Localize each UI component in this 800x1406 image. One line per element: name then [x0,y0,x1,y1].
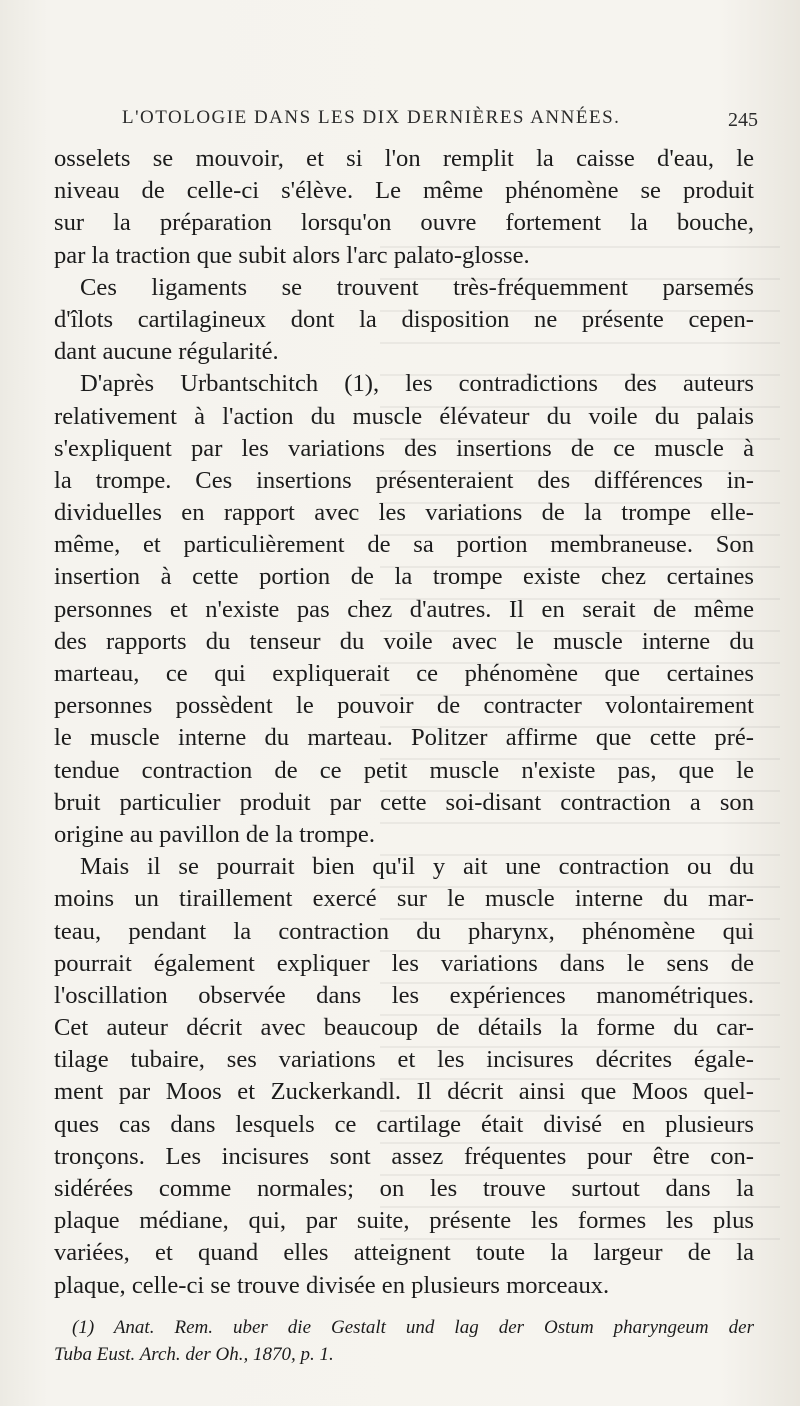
text-line: l'oscillation observée dans les expériences manométriques. [54,981,754,1009]
text-line: moins un tiraillement exercé sur le muscle interne du mar- [54,885,754,913]
text-line: dant aucune régularité. [54,338,279,366]
text-line: teau, pendant la contraction du pharynx, phénomène qui [54,917,754,945]
text-line: s'expliquent par les variations des insertions de ce muscle à [54,434,754,462]
text-line: marteau, ce qui expliquerait ce phénomène que certaines [54,660,754,687]
text-line: bruit particulier produit par cette soi-disant contraction a son [54,788,754,816]
text-line: dividuelles en rapport avec les variations de la trompe elle- [54,499,754,527]
text-line: origine au pavillon de la trompe. [54,820,375,848]
text-line: par la traction que subit alors l'arc palato-glosse. [54,241,530,269]
text-line: même, et particulièrement de sa portion membraneuse. Son [54,531,754,559]
text-line: osselets se mouvoir, et si l'on remplit la caisse d'eau, le [54,145,754,172]
text-line: relativement à l'action du muscle élévateur du voile du palais [54,402,754,430]
text-line: niveau de celle-ci s'élève. Le même phénomène se produit [54,177,754,205]
running-head [122,103,762,135]
text-line: insertion à cette portion de la trompe existe chez certaines [54,563,754,591]
text-line: le muscle interne du marteau. Politzer affirme que cette pré- [54,724,754,752]
text-line: la trompe. Ces insertions présenteraient des différences in- [54,466,754,494]
text-line: pourrait également expliquer les variations dans le sens de [54,949,754,977]
text-line: sidérées comme normales; on les trouve surtout dans la [54,1175,754,1202]
text-line: ques cas dans lesquels ce cartilage était divisé en plusieurs [54,1110,754,1138]
body-text [54,143,754,1302]
footnote [54,1314,754,1368]
text-line: tilage tubaire, ses variations et les incisures décrites égale- [54,1046,754,1074]
footnote-line: Tuba Eust. Arch. der Oh., 1870, p. 1. [54,1344,334,1365]
text-line: personnes possèdent le pouvoir de contracter volontairement [54,692,754,720]
text-line: des rapports du tenseur du voile avec le muscle interne du [54,627,754,655]
text-line: D'après Urbantschitch (1), les contradictions des auteurs [80,370,754,398]
text-line: Ces ligaments se trouvent très-fréquemment parsemés [80,273,754,301]
text-line: ment par Moos et Zuckerkandl. Il décrit ainsi que Moos quel- [54,1078,754,1106]
text-line: personnes et n'existe pas chez d'autres. Il en serait de même [54,595,754,623]
text-line: plaque, celle-ci se trouve divisée en plusieurs morceaux. [54,1271,610,1299]
text-line: plaque médiane, qui, par suite, présente les formes les plus [54,1207,754,1235]
running-head-title: L'OTOLOGIE DANS LES DIX DERNIÈRES ANNÉES. [122,107,621,128]
page-number: 245 [728,109,758,131]
text-line: variées, et quand elles atteignent toute la largeur de la [54,1239,754,1267]
text-line: tronçons. Les incisures sont assez fréquentes pour être con- [54,1142,754,1170]
text-line: d'îlots cartilagineux dont la disposition ne présente cepen- [54,305,754,333]
text-line: tendue contraction de ce petit muscle n'existe pas, que le [54,756,754,784]
text-line: Cet auteur décrit avec beaucoup de détails la forme du car- [54,1014,754,1042]
text-line: Mais il se pourrait bien qu'il y ait une contraction ou du [80,853,754,881]
footnote-line: (1) Anat. Rem. uber die Gestalt und lag der Ostum pharyngeum der [72,1317,754,1338]
text-line: sur la préparation lorsqu'on ouvre fortement la bouche, [54,209,754,237]
